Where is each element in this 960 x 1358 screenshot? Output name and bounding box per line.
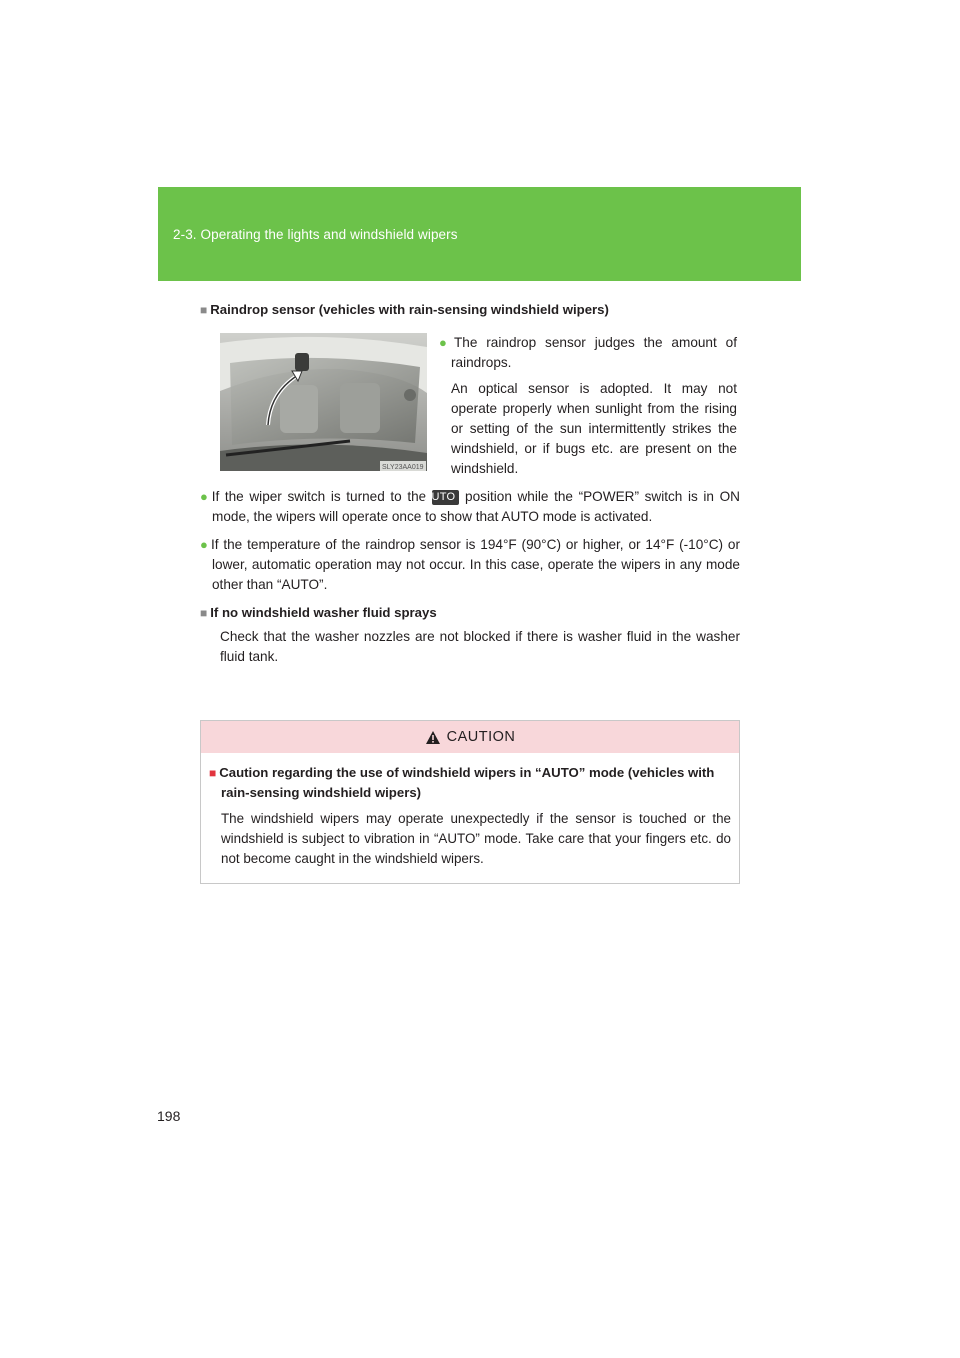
washer-heading: ■ If no windshield washer fluid sprays xyxy=(200,605,437,620)
square-bullet-icon: ■ xyxy=(200,303,208,317)
caution-body xyxy=(201,753,739,869)
caution-header xyxy=(201,721,739,753)
list-item: ● If the temperature of the raindrop sensor is 194°F (90°C) or higher, or 14°F (-10°C) or lower, automatic operation may not occur. In this case, operate the wipers in any mode other than “AUTO”. xyxy=(200,537,740,592)
auto-switch-icon: AUTO xyxy=(432,490,460,505)
dot-bullet-icon: ● xyxy=(200,489,210,504)
main-content xyxy=(200,300,740,667)
section-title: 2-3. Operating the lights and windshield wipers xyxy=(173,227,458,242)
dot-bullet-icon: ● xyxy=(200,537,209,552)
figure-description: ● The raindrop sensor judges the amount of raindrops. An optical sensor is adopted. It may not operate properly when sunlight from the rising or setting of the sun intermittently strikes the windshield, or if bugs etc. are present on the windshield. xyxy=(439,333,737,479)
warning-triangle-icon xyxy=(425,730,441,745)
caution-heading: ■ Caution regarding the use of windshield wipers in “AUTO” mode (vehicles with rain-sensing windshield wipers) xyxy=(209,765,715,800)
windshield-sensor-figure xyxy=(220,333,427,471)
square-bullet-icon: ■ xyxy=(209,766,217,780)
raindrop-sensor-shape xyxy=(295,353,309,371)
figure-code: SLY23AA019 xyxy=(382,464,424,471)
square-bullet-icon: ■ xyxy=(200,606,208,620)
raindrop-heading: ■ Raindrop sensor (vehicles with rain-sensing windshield wipers) xyxy=(200,302,609,317)
caution-title: CAUTION xyxy=(446,729,516,745)
windshield-illustration xyxy=(220,333,427,471)
section-header-bar xyxy=(158,187,801,281)
caution-box xyxy=(200,720,740,884)
figure-row xyxy=(200,333,740,479)
caution-text: The windshield wipers may operate unexpectedly if the sensor is touched or the windshield is subject to vibration in “AUTO” mode. Take care that your fingers etc. do not become caught in the windshield wipers. xyxy=(221,811,731,866)
list-item: ● If the wiper switch is turned to the AUTO position while the “POWER” switch is in ON mode, the wipers will operate once to show that AUTO mode is activated. xyxy=(200,489,740,524)
sensor-note: An optical sensor is adopted. It may not operate properly when sunlight from the rising or setting of the sun intermittently strikes the windshield, or if bugs etc. are present on the windshield. xyxy=(451,381,737,476)
dot-bullet-icon: ● xyxy=(439,335,452,350)
page-number: 198 xyxy=(157,1108,181,1124)
washer-body: Check that the washer nozzles are not blocked if there is washer fluid in the washer fluid tank. xyxy=(220,629,740,664)
